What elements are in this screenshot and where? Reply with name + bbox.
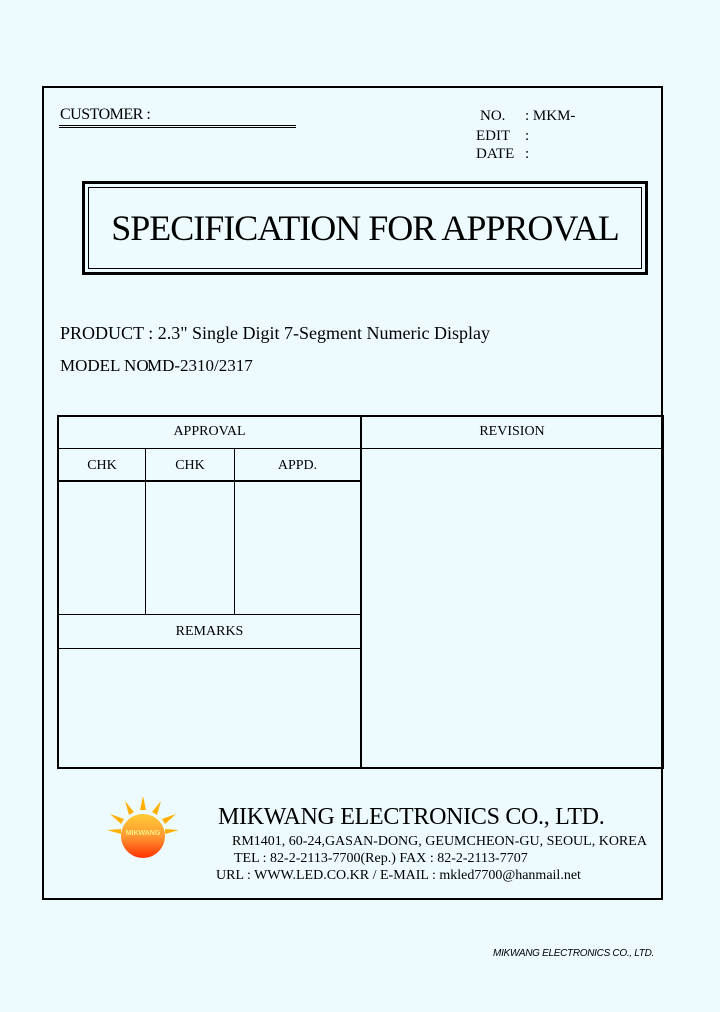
- page-title: SPECIFICATION FOR APPROVAL: [111, 208, 619, 248]
- date-value: :: [525, 146, 530, 162]
- remarks-top-divider: [57, 614, 362, 615]
- customer-underline: [59, 125, 296, 128]
- mikwang-sun-logo: [105, 794, 181, 862]
- remarks-bottom-divider: [57, 648, 362, 649]
- model-label: MODEL NO.: [60, 356, 153, 375]
- company-name: MIKWANG ELECTRONICS CO., LTD.: [218, 804, 605, 830]
- company-address: RM1401, 60-24,GASAN-DONG, GEUMCHEON-GU, SEOUL, KOREA: [232, 834, 647, 849]
- remarks-header: REMARKS: [175, 624, 244, 639]
- customer-label: CUSTOMER :: [60, 106, 151, 123]
- company-tel-fax: TEL : 82-2-2113-7700(Rep.) FAX : 82-2-2113-7707: [234, 851, 528, 866]
- no-value: : MKM-: [525, 108, 576, 124]
- model-value: MD-2310/2317: [147, 356, 253, 375]
- chk-header-1: CHK: [87, 458, 117, 473]
- table-middle-divider: [360, 415, 362, 769]
- company-url-email: URL : WWW.LED.CO.KR / E-MAIL : mkled7700@hanmail.net: [216, 868, 581, 883]
- logo-text: MIKWANG: [125, 830, 161, 837]
- table-right-border: [662, 415, 664, 769]
- date-label: DATE: [476, 146, 515, 162]
- title-box: [82, 181, 648, 275]
- product-line: PRODUCT : 2.3" Single Digit 7-Segment Numeric Display: [60, 323, 490, 343]
- approval-header: APPROVAL: [173, 424, 246, 439]
- table-header-divider: [57, 448, 664, 449]
- revision-header: REVISION: [479, 424, 545, 439]
- no-label: NO.: [480, 108, 506, 124]
- appd-header: APPD.: [277, 458, 318, 473]
- chk-header-2: CHK: [175, 458, 205, 473]
- edit-value: :: [525, 128, 530, 144]
- approval-subheader-divider: [57, 480, 362, 482]
- edit-label: EDIT: [476, 128, 511, 144]
- footer-company: MIKWANG ELECTRONICS CO., LTD.: [493, 948, 654, 959]
